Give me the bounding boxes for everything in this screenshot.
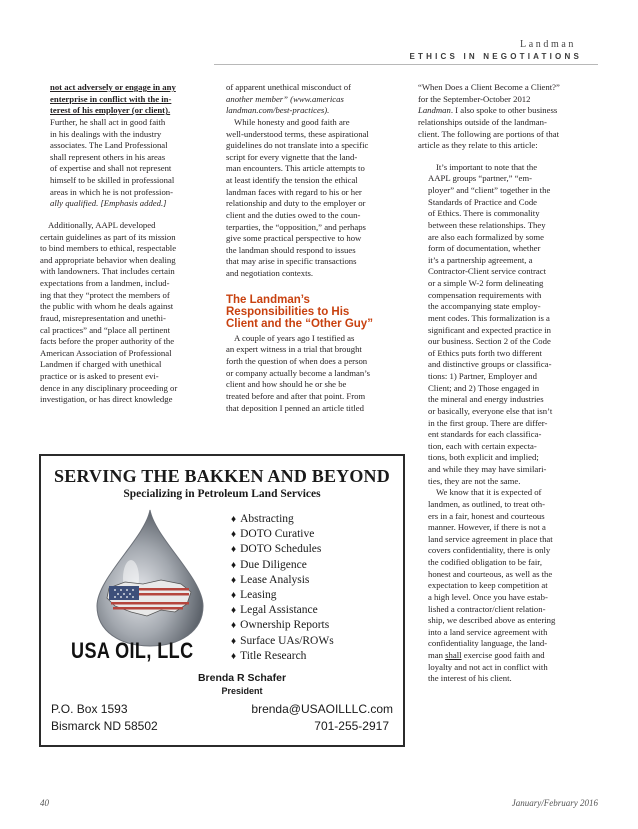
excerpt-line: landmen, as outlined, to treat oth- [428, 498, 546, 509]
advertisement [39, 454, 405, 747]
excerpt-line: ployer” and “client” together in the [428, 185, 551, 195]
excerpt-line: honest and courteous, as well as the [428, 568, 553, 579]
issue-date: January/February 2016 [511, 798, 598, 808]
body-line: American Association of Professional [40, 347, 172, 358]
phone-number: 701-255-2917 [314, 719, 389, 733]
service-label: Title Research [240, 649, 307, 662]
excerpt-line: ment codes. This formalization is a [428, 312, 550, 323]
excerpt-line: in the first group. There are differ- [428, 417, 548, 428]
ad-title: SERVING THE BAKKEN AND BEYOND [54, 466, 390, 486]
service-label: Lease Analysis [240, 573, 310, 586]
excerpt-line: lished a contractor/client relation- [428, 603, 546, 614]
droplet-bullet-icon: ♦ [231, 544, 237, 556]
droplet-bullet-icon: ♦ [231, 620, 237, 632]
contact-person: Brenda R Schafer [197, 672, 287, 684]
excerpt-line: tion, each with certain expecta- [428, 440, 537, 451]
excerpt-line: into a land service agreement with [428, 626, 548, 637]
service-item [231, 542, 334, 557]
contact-role: President [221, 686, 263, 696]
quote-line: not act adversely or engage in any [50, 82, 176, 92]
body-line: facts before the proper authority of the [40, 336, 175, 347]
excerpt-line: of Ethics puts forth two different [428, 347, 542, 358]
excerpt-line: ties, they are not the same. [428, 475, 521, 486]
excerpt-line: tions: 1) Partner, Employer and [428, 371, 537, 381]
body-line: While honesty and good faith are [234, 116, 350, 127]
body-line: client and how should he or she be [226, 379, 347, 390]
droplet-bullet-icon: ♦ [231, 605, 237, 617]
body-line: the public with whom he deals against [40, 301, 174, 312]
service-item [231, 558, 334, 573]
service-label: DOTO Curative [240, 528, 315, 541]
body-line: landman faces with regard to his or her [226, 186, 362, 197]
excerpt-line: compensation requirements with [428, 289, 542, 300]
droplet-bullet-icon: ♦ [231, 529, 237, 541]
excerpt-line: confidentiality language, the land- [428, 638, 548, 649]
body-line: certain guidelines as part of its mission [40, 231, 176, 242]
body-line: give some practical perspective to how [226, 233, 362, 244]
city-address: Bismarck ND 58502 [51, 719, 158, 733]
excerpt-line: It’s important to note that the [436, 161, 538, 172]
excerpt-line: land service agreement in place that [428, 533, 553, 544]
body-line: and negotiation contexts. [226, 268, 314, 278]
body-line: Landman. I also spoke to other business [418, 105, 558, 116]
excerpt-line: between these relationships. They [428, 219, 546, 230]
page-number: 40 [40, 798, 49, 808]
excerpt-line: man shall exercise good faith and [428, 650, 545, 660]
excerpt-line: ship, we described above as entering [428, 615, 556, 626]
excerpt-line: significant and expected practice in [428, 324, 552, 335]
excerpt-line: manner. However, if there is not a [428, 522, 546, 533]
service-label: Due Diligence [240, 558, 307, 571]
body-line: for the September-October 2012 [418, 93, 531, 104]
body-line: and appropriate behavior when dealing [40, 254, 176, 265]
service-item [231, 618, 334, 633]
excerpt-line: tions, both explicit and implied; [428, 452, 539, 463]
body-line: relationships outside of the landman- [418, 116, 547, 127]
excerpt-line: Standards of Practice and Code [428, 196, 538, 207]
body-line: fraud, misrepresentation and unethi- [40, 312, 166, 323]
droplet-bullet-icon: ♦ [231, 590, 237, 602]
excerpt-line: Contractor-Client service contract [428, 266, 547, 277]
excerpt-line: the codified obligation to be fair, [428, 557, 543, 567]
subheading-line: Client and the “Other Guy” [226, 318, 373, 331]
service-item [231, 573, 334, 588]
quote-line: himself to be skilled in professional [50, 175, 175, 185]
body-line: well-understood terms, these aspirational [226, 128, 369, 139]
quote-line: areas in which he is not profession- [50, 186, 174, 197]
excerpt-line: of Ethics. There is commonality [428, 208, 540, 219]
body-line: that may arise in specific transactions [226, 256, 357, 267]
body-line: an expert witness in a trial that brought [226, 344, 362, 355]
ad-subtitle: Specializing in Petroleum Land Services [123, 488, 321, 500]
excerpt-line: and while they may have similari- [428, 464, 547, 474]
excerpt-line: covers confidentiality, there is only [428, 545, 551, 556]
service-label: Surface UAs/ROWs [240, 634, 334, 647]
service-item [231, 649, 334, 664]
column-3 [418, 82, 598, 685]
service-item [231, 527, 334, 542]
droplet-bullet-icon: ♦ [231, 559, 237, 571]
excerpt-line: Client; and 2) Those engaged in [428, 382, 540, 393]
body-line: cal practices” and “place all pertinent [40, 324, 170, 335]
service-label: DOTO Schedules [240, 543, 322, 556]
droplet-bullet-icon: ♦ [231, 574, 237, 586]
body-line: Landmen if charged with unethical [40, 359, 162, 370]
body-line: at least identify the tension the ethical [226, 175, 358, 185]
body-line: “When Does a Client Become a Client?” [418, 82, 560, 92]
body-line: script for every vignette that the land- [226, 151, 358, 162]
quote-line: associates. The Land Professional [50, 140, 168, 151]
body-line: terparties, the “opposition,” and perhaps [226, 221, 366, 232]
service-item [231, 512, 334, 527]
excerpt-line: or a simple W-2 form delineating [428, 278, 544, 288]
body-line: A couple of years ago I testified as [234, 332, 355, 343]
droplet-bullet-icon: ♦ [231, 635, 237, 647]
body-line: dence in any disciplinary proceeding or [40, 382, 178, 393]
quote-line: terest of his employer (or client). [50, 105, 171, 116]
body-line: client. The following are portions of that [418, 128, 559, 139]
excerpt-line: ent standards for each classifica- [428, 429, 542, 440]
magazine-name: Landman [520, 39, 576, 50]
subheading [226, 294, 394, 331]
excerpt-line: it’s a partnership agreement, a [428, 254, 533, 265]
body-line: or company actually become a landman’s [226, 367, 371, 378]
excerpt-line: loyalty and not act in conflict with [428, 661, 548, 672]
body-line: with landowners. That includes certain [40, 266, 175, 277]
quote-line: shall represent others in his areas [50, 151, 166, 162]
service-item [231, 634, 334, 649]
excerpt-line: expectation to keep competition at [428, 580, 548, 591]
code-quote [40, 82, 208, 210]
body-line: of apparent unethical misconduct of [226, 82, 351, 92]
service-label: Abstracting [240, 513, 294, 525]
excerpt-line: are also each formalized by some [428, 231, 545, 242]
email-link[interactable]: brenda@USAOILLLC.com [251, 702, 393, 716]
excerpt-line: AAPL groups “partner,” “em- [428, 173, 533, 184]
excerpt-line: the interest of his client. [428, 673, 512, 684]
body-line: forth the question of when does a person [226, 356, 368, 367]
column-1 [40, 82, 208, 406]
excerpt-line: the mineral and energy industries [428, 394, 544, 405]
droplet-bullet-icon: ♦ [231, 650, 237, 662]
body-line: practice or is asked to present evi- [40, 371, 159, 381]
body-line: to bind members to ethical, respectable [40, 243, 177, 254]
company-name: USA OIL, LLC [71, 638, 194, 663]
body-line: that deposition I penned an article titled [226, 402, 364, 413]
service-label: Legal Assistance [240, 604, 318, 617]
body-line: another member” (www.americas [226, 93, 344, 104]
excerpt-line: our business. Section 2 of the Code [428, 336, 551, 347]
excerpt-line: or basically, everyone else that isn’t [428, 405, 553, 416]
service-item [231, 588, 334, 603]
droplet-bullet-icon: ♦ [231, 514, 237, 525]
oil-drop-logo [91, 508, 209, 648]
body-line: relationship and duty to the employer or [226, 198, 366, 209]
subheading-line: The Landman’s [226, 293, 310, 306]
header-rule [214, 64, 598, 65]
body-line: guidelines do not translate into a specific [226, 140, 369, 151]
quote-line: in his dealings with the industry [50, 128, 162, 139]
excerpt-line: form of documentation, whether [428, 243, 541, 254]
excerpt-line: the accompanying state employ- [428, 301, 541, 312]
body-line: article as they relate to this article: [418, 140, 538, 151]
quote-line: of expertise and shall not represent [50, 163, 172, 174]
quote-line: ally qualified. [Emphasis added.] [50, 198, 167, 209]
body-line: the landman should respond to issues [226, 244, 356, 255]
service-label: Ownership Reports [240, 619, 330, 632]
excerpt-line: a high level. Once you have estab- [428, 591, 548, 602]
excerpt-line: and distinctive groups or classifica- [428, 359, 552, 370]
excerpt-line: We know that it is expected of [436, 487, 542, 498]
body-line: expectations from a landmen, includ- [40, 278, 170, 288]
body-line: Additionally, AAPL developed [48, 219, 156, 230]
article-excerpt [418, 162, 598, 685]
po-box: P.O. Box 1593 [51, 702, 128, 716]
body-line: treated before and after that point. From [226, 390, 366, 401]
body-line: investigation, or has direct knowledge [40, 394, 173, 405]
quote-line: Further, he shall act in good faith [50, 116, 166, 127]
drop-shape [97, 510, 203, 646]
body-line: client and the duties owed to the coun- [226, 209, 361, 220]
quote-line: enterprise in conflict with the in- [50, 93, 172, 104]
excerpt-line: ers in a fair, honest and courteous [428, 510, 545, 521]
column-2 [226, 82, 394, 414]
body-line: man encounters. This article attempts to [226, 163, 365, 174]
service-item [231, 603, 334, 618]
subheading-line: Responsibilities to His [226, 306, 350, 319]
service-label: Leasing [240, 589, 277, 602]
body-line: landman.com/best-practices). [226, 105, 330, 116]
magazine-ref: Landman [418, 105, 451, 116]
body-line: ing that they “protect the members of [40, 289, 170, 300]
section-title: ETHICS IN NEGOTIATIONS [409, 52, 582, 61]
services-list [231, 512, 334, 664]
